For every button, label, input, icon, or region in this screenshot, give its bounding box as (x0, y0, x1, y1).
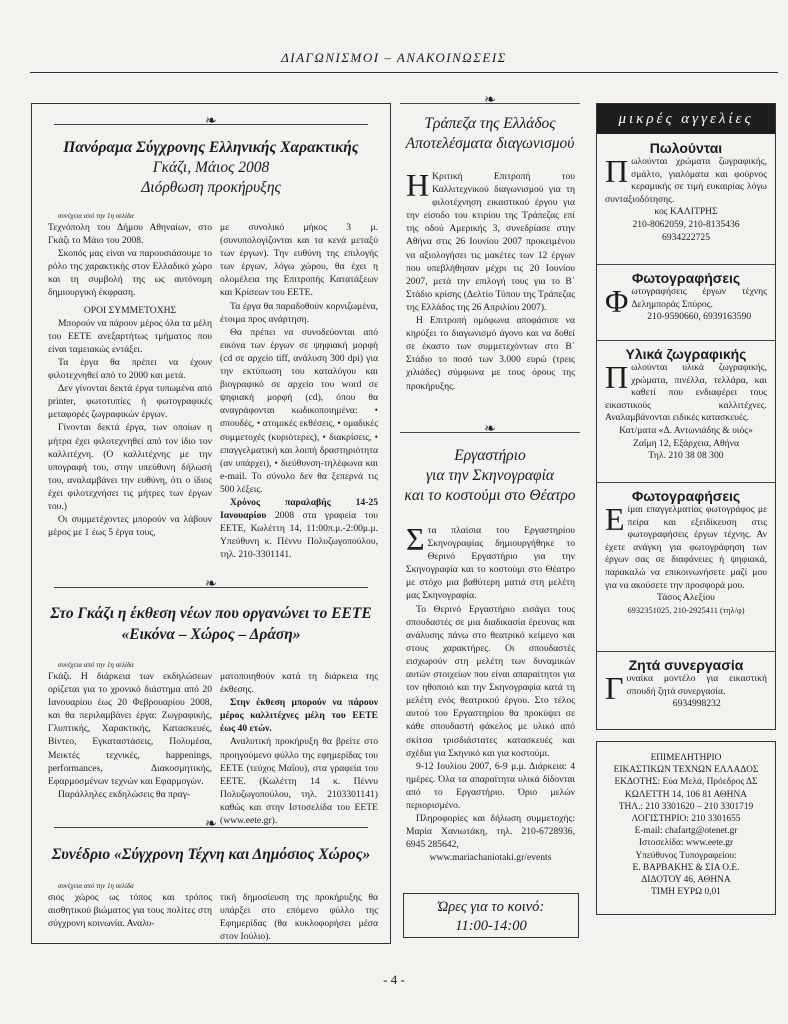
header-rule (30, 72, 778, 73)
hours-label: Ώρες για το κοινό: (437, 899, 545, 915)
website-link[interactable]: www.mariachaniotaki.gr/events (429, 852, 552, 864)
article-column (220, 891, 378, 943)
article-subtitle: «Εικόνα – Χώρος – Δράση» (121, 626, 301, 643)
ad-body (605, 670, 767, 711)
ad-line: 6932351025, 210-2925411 (τηλ/φ) (627, 605, 745, 615)
ad-text: ωλούνται χρώματα ζωγραφικής, σμάλτο, γιαλόματα και φούρνος κεραμικής σε τιμή ευκαιρίας λόγω συνταξιοδότησης. (605, 156, 767, 205)
imprint-line: ΔΙΔΟΤΟΥ 46, ΑΘΗΝΑ (641, 875, 731, 886)
paragraph: Δεν γίνονται δεκτά έργα τυπωμένα από printer, φωτοτυπίες ή φωτογραφικές μεταφορές ζωγραφικών έργων. (48, 383, 212, 421)
article-column (220, 221, 378, 561)
divider (54, 827, 368, 828)
imprint-line: ΚΩΛΕΤΤΗ 14, 106 81 ΑΘΗΝΑ (625, 789, 747, 800)
paragraph: Κριτική Επιτροπή του Καλλιτεχνικού διαγωνισμού για τη φιλοτέχνηση εικαστικού έργου για την είσοδο του κτιρίου της Τράπεζας επί της οδού Αμερικής 3, συνεδρίασε στην Αθήνα στις 26 Ιουνίου 2007 προκειμένου να αξιολογήσει τις μακέτες των 12 έργων που υπεβλήθησαν μέχρι τις 20 Ιουνίου 2007, μετά την επιλογή τους για το Β΄ Στάδιο κρίσης (Δελτίο Τύπου της Τράπεζας της Ελλάδος της 26 Απριλίου 2007). (406, 171, 575, 313)
ad-heading: Φωτογραφήσεις (631, 488, 741, 504)
ornament-icon: ❧ (205, 114, 217, 129)
ad-text: ωτογραφήσεις έργων τέχνης Δελημποράς Σπύρος. (631, 286, 767, 310)
article-title: Πανόραμα Σύγχρονης Ελληνικής Χαρακτικής (63, 139, 359, 156)
article-subtitle: Γκάζι, Μάιος 2008 (152, 159, 270, 176)
drop-cap: Π (605, 153, 629, 189)
ad-body (605, 153, 767, 244)
article-title: Συνέδριο «Σύγχρονη Τέχνη και Δημόσιος Χώρος» (51, 846, 371, 863)
paragraph: Αναλυτική προκήρυξη θα βρείτε στο προηγούμενο φύλλο της εφημερίδας του ΕΕΤΕ (τεύχος Μαΐου), στα γραφεία του ΕΕΤΕ. (Κωλέττη 14 κ. Πέννυ Πολυζωγοπούλου, τηλ. 2103301141) καθώς και στην Ιστοσελίδα του ΕΕΤΕ (www.eete.gr). (220, 736, 378, 827)
drop-cap: Γ (605, 670, 624, 706)
paragraph: Στην έκθεση μπορούν να πάρουν μέρος καλλιτέχνες μέλη του ΕΕΤΕ έως 40 ετών. (220, 697, 378, 735)
paragraph: Γίνονται δεκτά έργα, των οποίων η μήτρα έχει φιλοτεχνηθεί από τον ίδιο τον καλλιτέχνη. (Ο καλλιτέχνης με την υπογραφή του, στην υπεύθυνη δήλωσή του, αναλαμβάνει την ευθύνη, ότι ο ίδιος έχει φιλοτεχνήσει τις μήτρες των έργων του.) (48, 422, 212, 512)
ad-text: ίμαι επαγγελματίας φωτογράφος με πείρα και εξειδίκευση στις φωτογραφήσεις έργων τέχνης. Αν έχετε ανάγκη για φωτογράφηση των έργων σας σε διαφάνειες ή ψηφιακά, παρακαλώ να επικοινωνήσετε μαζί μου για να ακούσετε την προσφορά μου. (605, 504, 767, 591)
drop-cap: Ε (605, 501, 625, 537)
paragraph: Γκάζι. Η διάρκεια των εκδηλώσεων ορίζεται για το χρονικό διάστημα από 20 Ιανουαρίου έως 20 Φεβρουαρίου 2008, και θα περιλαμβάνει έργα: Ζωγραφικής, Γλυπτικής, Χαρακτικής, Κατασκευές, Βίντεο, Εγκαταστάσεις, Πολυμέσα, Μεικτές τεχνικές, happenings, performances, Διακοσμητικής, Εφαρμοσμένων τεχνών και Εφαρμογών. (48, 671, 212, 787)
imprint-line: ΛΟΓΙΣΤΗΡΙΟ: 210 3301655 (631, 814, 741, 825)
ad-heading: Φωτογραφήσεις (631, 270, 741, 286)
ad-line: 6934998232 (672, 698, 721, 710)
imprint-line: Ιστοσελίδα: www.eete.gr (638, 838, 734, 849)
divider (400, 432, 580, 433)
continued-note: συνέχεια από την 1η σελίδα (58, 661, 134, 669)
article-title: Εργαστήριο (454, 447, 526, 464)
classifieds-heading: μικρές αγγελίες (597, 104, 775, 134)
left-articles-box (31, 103, 391, 944)
paragraph: ματοποιηθούν κατά τη διάρκεια της έκθεσης. (220, 671, 378, 696)
article-column (48, 212, 212, 539)
imprint-line: ΤΙΜΗ ΕΥΡΩ 0,01 (651, 887, 721, 898)
paragraph: Θα πρέπει να συνοδεύονται από εικόνα των έργων σε ψηφιακή μορφή (cd σε αρχείο tiff, ανάλυση 300 dpi) για την εκτύπωση του καταλόγου και βιογραφικό σε αρχείο του word σε ψηφιακή μορφή (cd), όπου θα αναγράφονται κωδικοποιημένα: • σπουδές, • ατομικές εκθέσεις, • ομαδικές συμμετοχές (κυριότερες), • διακρίσεις, • επαγγελματική και λοιπή δραστηριότητα (αν υπάρχει), • διεύθυνση-τηλέφωνα και e-mail. Το σύνολο δεν θα ξεπερνά τις 500 λέξεις. (220, 326, 378, 495)
paragraph: τα πλαίσια του Εργαστηρίου Σκηνογραφίας δημιουργήθηκε το Θερινό Εργαστήριο για την Σκηνογραφία και το κοστούμι στο Θέατρο με στόχο μια βαθύτερη ματιά στη μελέτη μας Σκηνογραφία. (406, 525, 575, 602)
classified-ad (605, 346, 767, 463)
ad-line: 210-8062059, 210-8135436 (632, 218, 740, 230)
article-subtitle: Αποτελέσματα διαγωνισμού (405, 135, 575, 152)
divider (597, 340, 775, 341)
continued-note: συνέχεια από την 1η σελίδα (58, 882, 134, 890)
imprint-line: Υπεύθυνος Τυπογραφείου: (635, 850, 737, 861)
drop-cap: Σ (406, 521, 425, 557)
ad-heading: Πωλούνται (649, 140, 723, 156)
article-subtitle: Διόρθωση προκήρυξης (141, 179, 281, 196)
continued-note: συνέχεια από την 1η σελίδα (58, 212, 134, 220)
imprint-line: ΕΠΙΜΕΛΗΤΗΡΙΟ (650, 753, 722, 763)
paragraph: Τεχνόπολη του Δήμου Αθηναίων, στο Γκάζι το Μάιο του 2008. (48, 222, 212, 247)
imprint-line: Ε. ΒΑΡΒΑΚΗΣ & ΣΙΑ Ο.Ε. (632, 862, 740, 873)
imprint-box (596, 741, 776, 915)
divider (400, 103, 580, 104)
paragraph: Τα έργα θα πρέπει να έχουν φιλοτεχνηθεί από το 2000 και μετά. (48, 356, 212, 382)
classified-ad (605, 488, 767, 617)
imprint-line: ΕΙΚΑΣΤΙΚΩΝ ΤΕΧΝΩΝ ΕΛΛΑΔΟΣ (613, 765, 759, 776)
ad-heading: Ζητά συνεργασία (628, 657, 744, 673)
ad-line: 6934222725 (662, 231, 710, 243)
article-body (406, 167, 575, 393)
hours-value: 11:00-14:00 (455, 918, 527, 934)
imprint-line: E-mail: chafartg@otenet.gr (634, 826, 738, 837)
imprint-line: ΤΗΛ.: 210 3301620 – 210 3301719 (618, 801, 754, 812)
drop-cap: Φ (605, 283, 629, 319)
paragraph: Πληροφορίες και δήλωση συμμετοχής: Μαρία Χανιωτάκη, τηλ. 210-6728936, 6945 285642, (406, 813, 575, 851)
ad-line: Τάσος Αλεξίου (657, 592, 715, 604)
article-title: Στο Γκάζι η έκθεση νέων που οργανώνει το ΕΕΤΕ (50, 605, 372, 622)
ad-body (605, 501, 767, 617)
ad-text: ωλούνται υλικά ζωγραφικής, χρώματα, πινέλλα, τελλάρα, και καθετί που ενδιαφέρει τους εικαστικούς καλλιτέχνες. Αναλαμβάνονται ειδικές κατασκευές. (605, 362, 767, 424)
ad-body (605, 283, 767, 324)
ad-line: Κατ/ματα «Δ. Αντωνιάδης & υιός» (619, 424, 753, 436)
paragraph: με συνολικό μήκος 3 μ. (συνυπολογίζονται και τα κενά μεταξύ των έργων). Την ευθύνη της επιλογής των έργων, λόγω χώρου, θα έχει η ολομέλεια της Επιτροπής Κατατάξεων και Κρίσεων του ΕΕΤΕ. (220, 222, 378, 299)
article-column (220, 670, 378, 827)
paragraph: Τα έργα θα παραδοθούν κορνιζωμένα, έτοιμα προς ανάρτηση. (220, 300, 378, 325)
article-title: Τράπεζα της Ελλάδος (424, 115, 556, 132)
classifieds-box (596, 103, 776, 730)
paragraph: Παράλληλες εκδηλώσεις θα πραγ- (58, 788, 191, 800)
paragraph: Το Θερινό Εργαστήριο εισάγει τους σπουδαστές σε μια διαδικασία έρευνας και ανάλυσης πάνω στο θεατρικό κείμενο και στους χαρακτήρες. Οι σπουδαστές εισχωρούν στη μελέτη των δυναμικών αυτών στοιχείων που είναι απαραίτητοι για τον ηθοποιό και την Σκηνογραφία κατά τη μελέτη ενός θεατρικού έργου. Στο τέλος αυτού του Εργαστηρίου θα προκύψει σε κάθε σπουδαστή φάκελος με υλικό από σκίτσα τρισδιάστατες κατασκευές και σχέδια για Σκηνικό και για κοστούμι. (406, 603, 575, 759)
classified-ad (605, 270, 767, 324)
article-column (48, 882, 212, 930)
ad-line: Ζαΐμη 12, Εξάρχεια, Αθήνα (632, 437, 740, 449)
imprint (597, 752, 775, 898)
ornament-icon: ❧ (205, 817, 217, 832)
classified-ad (605, 657, 767, 711)
ornament-icon: ❧ (484, 422, 496, 437)
paragraph: σιος χώρος ως τόπος και τρόπος αισθητικού βιώματος για τους πολίτες στη σύγχρονη κοινωνία. Αναλυ- (48, 892, 212, 930)
paragraph: Η Επιτροπή ομόφωνα αποφάσισε να κηρύξει το διαγωνισμό άγονο και να δοθεί σε έκαστο των συμμετεχόντων στο Β΄ Στάδιο το ποσό των 3.000 ευρώ (τρεις χιλιάδες) σύμφωνα με τους όρους της προκήρυξης. (406, 315, 575, 392)
section-heading: ΟΡΟΙ ΣΥΜΜΕΤΟΧΗΣ (83, 304, 177, 316)
deadline-text: Χρόνος παραλαβής 14-25 Ιανουαρίου (220, 496, 378, 522)
paragraph: Μπορούν να πάρουν μέρος όλα τα μέλη του ΕΕΤΕ ανεξαρτήτως τμήματος που είναι ταμειακώς εντάξει. (48, 317, 212, 355)
paragraph: τική δημοσίευση της προκήρυξης θα υπάρξει στο επόμενο φύλλο της Εφημερίδας (θα κυκλοφορήσει μέσα στον Ιούλιο). (220, 892, 378, 943)
ad-line: 210-9590660, 6939163590 (647, 311, 752, 323)
ad-line: Τηλ. 210 38 08 300 (648, 450, 724, 462)
article-subtitle: και το κοστούμι στο Θέατρο (404, 487, 576, 504)
article-body (406, 521, 575, 864)
hours-box (403, 893, 579, 938)
ad-line: κος ΚΑΛΙΤΡΗΣ (654, 206, 718, 218)
divider (54, 587, 368, 588)
drop-cap: Η (406, 167, 430, 203)
divider (597, 482, 775, 483)
ad-text: υναίκα μοντέλο για εικαστική σπουδή ζητά συνεργασία. (626, 673, 767, 697)
ad-heading: Υλικά ζωγραφικής (625, 346, 747, 362)
paragraph: Σκοπός μας είναι να παρουσιάσουμε το ρόλο της χαρακτικής στον Ελλαδικό χώρο και τη συμβολή της ως αυτόνομη δημιουργική έκφραση. (48, 248, 212, 299)
classified-ad (605, 140, 767, 244)
ornament-icon: ❧ (484, 93, 496, 108)
imprint-line: ΕΚΔΟΤΗΣ: Εύα Μελά, Πρόεδρος ΔΣ (614, 777, 758, 788)
article-column (48, 661, 212, 801)
divider (597, 651, 775, 652)
ad-body (605, 359, 767, 463)
page-header: ΔΙΑΓΩΝΙΣΜΟΙ – ΑΝΑΚΟΙΝΩΣΕΙΣ (281, 50, 507, 65)
paragraph: 9-12 Ιουλίου 2007, 6-9 μ.μ. Διάρκεια: 4 ημέρες. Όλα τα απαραίτητα υλικά δίδονται από το Εργαστήριο. Όριο μελών περιορισμένο. (406, 760, 575, 811)
deadline-details: 2008 στα γραφεία του ΕΕΤΕ, Κωλέττη 14, 11:00π.μ.-2:00μ.μ. Υπεύθυνη κ. Πέννυ Πολυζωγοπούλου, τηλ. 210-3301141. (220, 510, 378, 561)
ornament-icon: ❧ (205, 577, 217, 592)
article-subtitle: για την Σκηνογραφία (425, 467, 555, 484)
divider (597, 264, 775, 265)
divider (54, 124, 368, 125)
paragraph: Οι συμμετέχοντες μπορούν να λάβουν μέρος με 1 έως 5 έργα τους, (48, 514, 212, 539)
page-number: - 4 - (383, 972, 405, 987)
drop-cap: Π (605, 359, 629, 395)
